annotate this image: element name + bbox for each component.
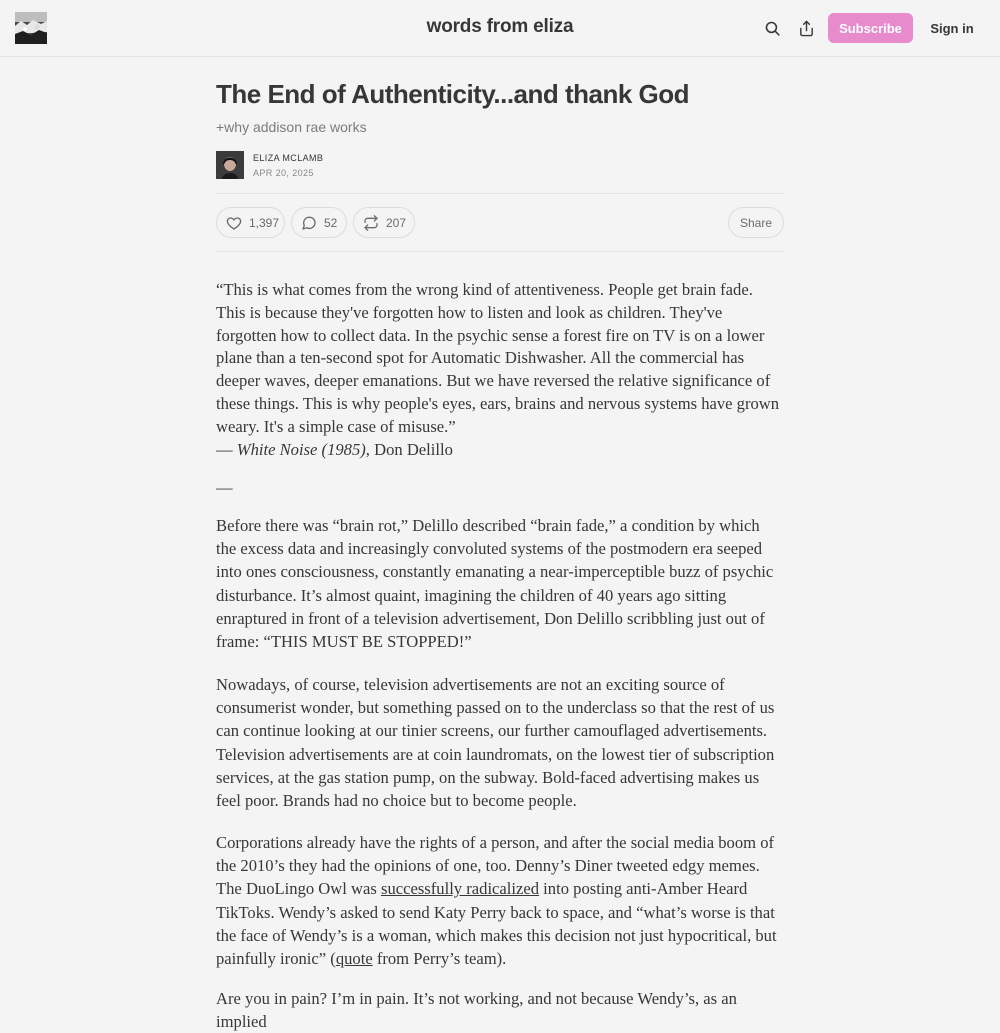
share-button-top[interactable] <box>795 17 817 39</box>
publication-logo[interactable] <box>15 12 47 44</box>
paragraph-3-text-c: from Perry’s team). <box>372 949 507 969</box>
quote-link[interactable]: quote <box>335 949 373 969</box>
comment-count: 52 <box>324 215 338 230</box>
site-title-link[interactable]: words from eliza <box>426 16 574 37</box>
quote-attribution-prefix: — <box>216 439 237 459</box>
subscribe-button[interactable]: Subscribe <box>828 13 913 43</box>
comment-button[interactable] <box>291 207 347 238</box>
search-icon <box>764 20 781 37</box>
quote-attribution-work: White Noise (1985) <box>236 439 366 459</box>
heart-icon <box>226 215 242 231</box>
paragraph-1: Before there was “brain rot,” Delillo described “brain fade,” a condition by which the excess data and increasingly convoluted systems of the postmodern era seeped into ones consciousness, constantly emanating a near-imperceptible buzz of psychic disturbance. It’s almost quaint, imagining the children of 40 years ago sitting enraptured in front of a television advertisement, Don Delillo scribbling just out of frame: “THIS MUST BE STOPPED!” <box>216 516 774 652</box>
section-separator: — <box>216 478 233 497</box>
author-name[interactable]: ELIZA MCLAMB <box>253 153 324 163</box>
post-date: APR 20, 2025 <box>253 168 314 178</box>
share-button[interactable]: Share <box>728 207 784 238</box>
divider <box>216 193 784 194</box>
like-count: 1,397 <box>249 215 280 230</box>
paragraph-3-text-a: Corporations already have the rights of a person, and after the social media boom of the 2010’s they had the opinions of one, too. Denny’s Diner tweeted edgy memes. The DuoLingo Owl was <box>216 833 775 899</box>
like-button[interactable] <box>216 207 285 238</box>
paragraph-2: Nowadays, of course, television advertisements are not an exciting source of consumerist wonder, but something passed on to the underclass so that the rest of us can continue looking at our tinier screens, our further camouflaged advertisements. Television advertisements are at coin laundromats, on the lowest tier of subscription services, at the gas station pump, on the subway. Bold-faced advertising makes us feel poor. Brands had no choice but to become people. <box>216 675 775 811</box>
comment-icon <box>301 215 317 231</box>
quote-text: “This is what comes from the wrong kind of attentiveness. People get brain fade. This is because they've forgotten how to listen and look as children. They've forgotten how to collect data. In the psychic sense a forest fire on TV is on a lower plane than a ten-second spot for Automatic Dishwasher. All the commercial has deeper waves, deeper emanations. But we have reversed the relative significance of these things. This is why people's eyes, ears, brains and nervous systems have grown weary. It's a simple case of misuse.” <box>216 280 780 436</box>
paragraph-3-text-b: into posting anti-Amber Heard TikToks. Wendy’s asked to send Katy Perry back to space, and “what’s worse is that the face of Wendy’s is a woman, which makes this decision not just hypocritical, but painfully ironic” ( <box>216 879 777 969</box>
divider <box>216 251 784 252</box>
author-avatar[interactable] <box>216 151 244 179</box>
quote-attribution-author: , Don Delillo <box>365 439 453 459</box>
restack-icon <box>363 215 379 231</box>
paragraph-4: Are you in pain? I’m in pain. It’s not working, and not because Wendy’s, as an implied <box>216 989 737 1032</box>
restack-button[interactable] <box>353 207 415 238</box>
post-title: The End of Authenticity...and thank God <box>216 79 690 109</box>
restack-count: 207 <box>386 215 407 230</box>
opening-quote <box>216 279 784 461</box>
sign-in-button[interactable]: Sign in <box>930 20 974 36</box>
successfully-radicalized-link[interactable]: successfully radicalized <box>381 879 540 899</box>
top-navigation-bar <box>0 0 1000 57</box>
search-button[interactable] <box>761 17 783 39</box>
share-icon <box>798 20 815 37</box>
post-subtitle: +why addison rae works <box>216 119 367 135</box>
paragraph-3 <box>216 831 784 970</box>
